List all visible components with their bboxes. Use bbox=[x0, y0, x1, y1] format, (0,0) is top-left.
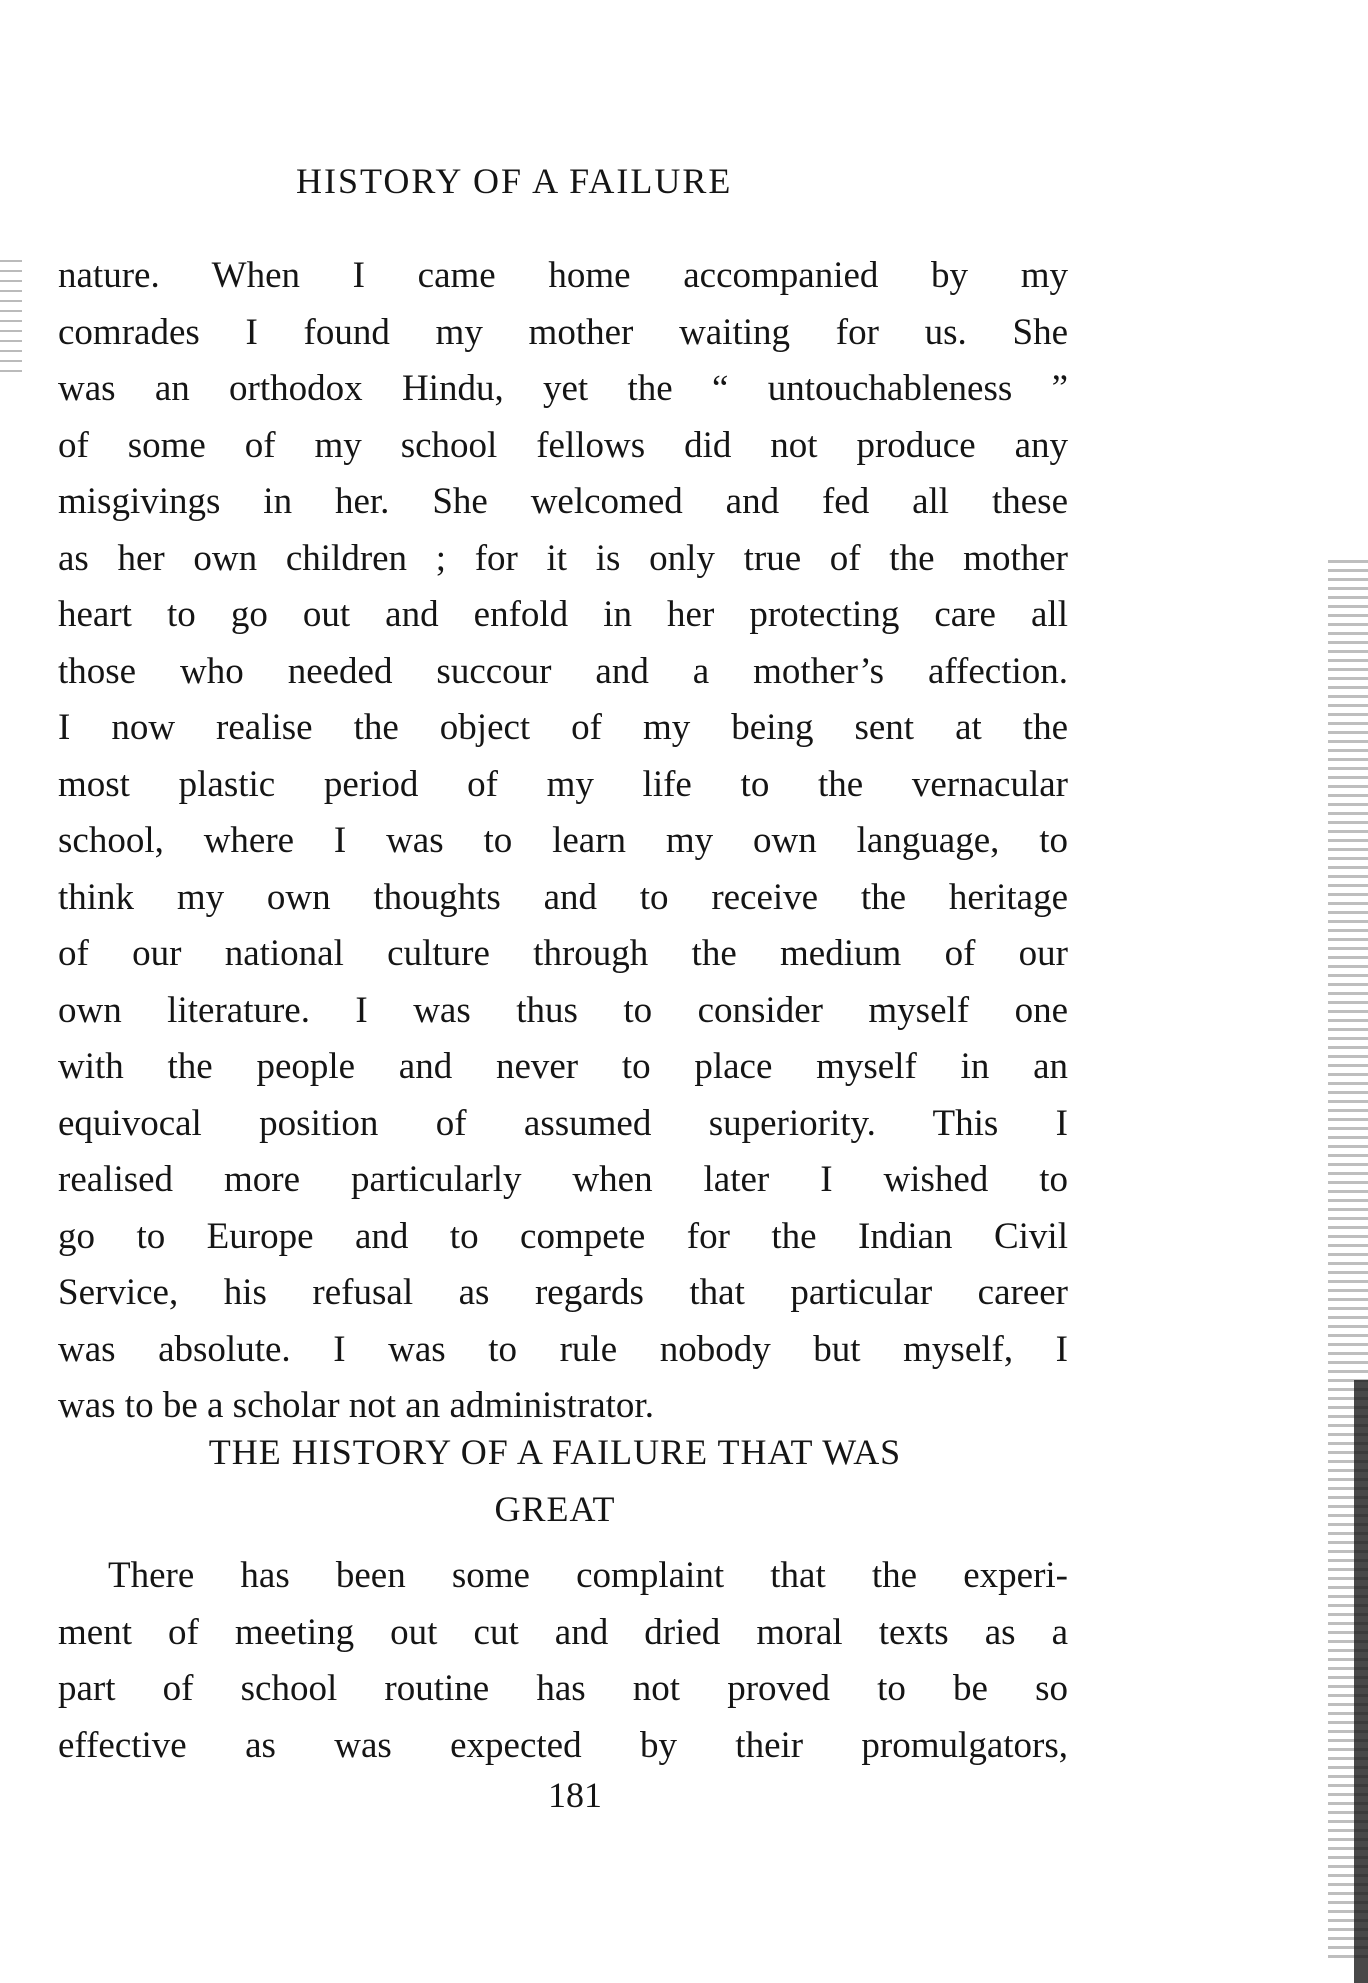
text-line: as her own children ; for it is only true of the mother bbox=[58, 537, 1068, 579]
section-heading-line-1: THE HISTORY OF A FAILURE THAT WAS bbox=[208, 1432, 902, 1472]
paragraph-1 bbox=[58, 248, 1068, 1435]
section-heading bbox=[130, 1424, 980, 1538]
text-line: was an orthodox Hindu, yet the “ untouchableness ” bbox=[58, 368, 1068, 409]
running-head: HISTORY OF A FAILURE bbox=[296, 161, 733, 201]
text-line: Service, his refusal as regards that particular career bbox=[58, 1272, 1068, 1313]
text-line: ment of meeting out cut and dried moral texts as a bbox=[58, 1611, 1068, 1653]
text-line: of our national culture through the medium of our bbox=[58, 933, 1068, 974]
text-line: of some of my school fellows did not produce any bbox=[58, 424, 1068, 466]
text-line: was to be a scholar not an administrator. bbox=[58, 1385, 654, 1426]
text-line: nature. When I came home accompanied by my bbox=[58, 255, 1068, 296]
text-line: I now realise the object of my being sent at the bbox=[58, 707, 1068, 748]
text-line: There has been some complaint that the experi- bbox=[108, 1555, 1068, 1596]
text-line: equivocal position of assumed superiority. This I bbox=[58, 1102, 1068, 1144]
text-line: comrades I found my mother waiting for us. She bbox=[58, 311, 1068, 353]
section-heading-line-2: GREAT bbox=[494, 1489, 616, 1529]
text-line: with the people and never to place myself in an bbox=[58, 1046, 1068, 1087]
text-line: school, where I was to learn my own language, to bbox=[58, 820, 1068, 861]
text-line: realised more particularly when later I wished to bbox=[58, 1159, 1068, 1200]
text-line: effective as was expected by their promulgators, bbox=[58, 1724, 1068, 1766]
paragraph-2 bbox=[58, 1548, 1068, 1774]
scan-edge-right bbox=[1354, 1380, 1368, 1983]
text-line: go to Europe and to compete for the Indian Civil bbox=[58, 1215, 1068, 1257]
text-line: heart to go out and enfold in her protecting care all bbox=[58, 594, 1068, 635]
text-line: most plastic period of my life to the vernacular bbox=[58, 763, 1068, 805]
text-line: misgivings in her. She welcomed and fed all these bbox=[58, 481, 1068, 522]
page-number: 181 bbox=[548, 1775, 602, 1815]
scan-noise-left bbox=[0, 260, 22, 380]
text-line: part of school routine has not proved to be so bbox=[58, 1668, 1068, 1709]
text-line: those who needed succour and a mother’s affection. bbox=[58, 650, 1068, 692]
text-line: think my own thoughts and to receive the heritage bbox=[58, 876, 1068, 918]
text-line: own literature. I was thus to consider myself one bbox=[58, 989, 1068, 1031]
text-line: was absolute. I was to rule nobody but myself, I bbox=[58, 1328, 1068, 1370]
